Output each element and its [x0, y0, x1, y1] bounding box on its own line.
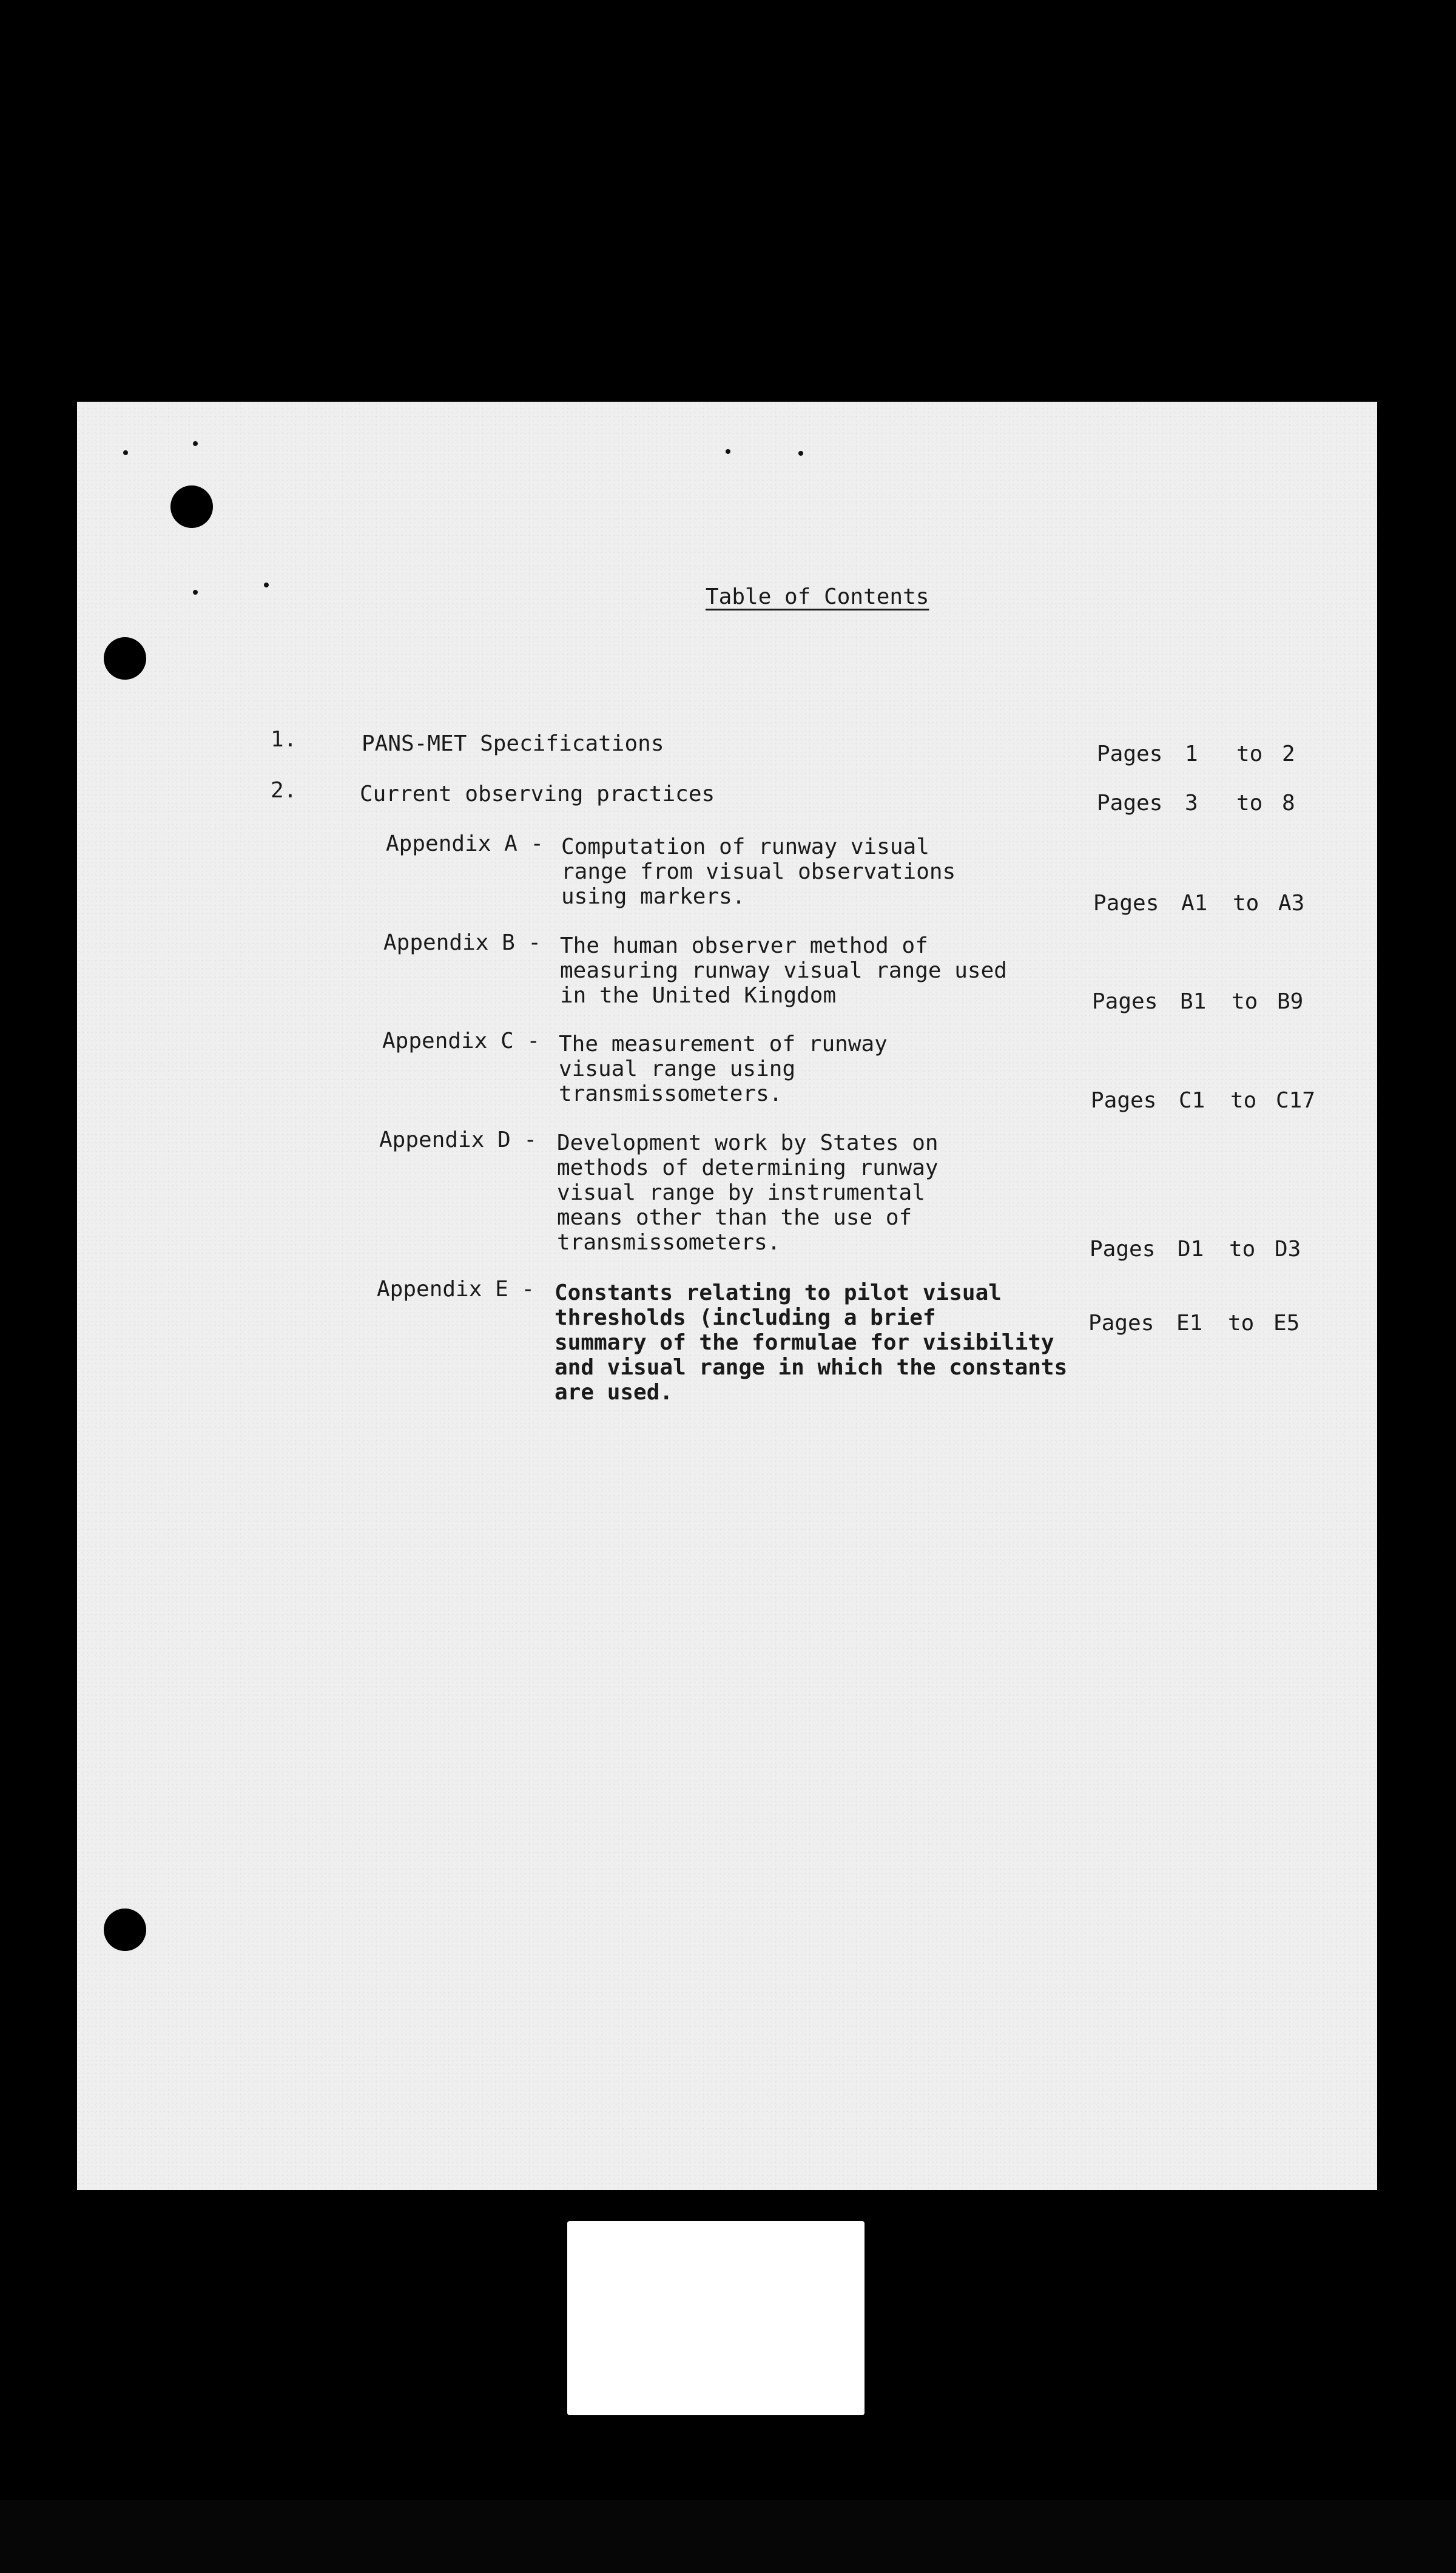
punch-hole-top [170, 485, 213, 528]
page-range [1093, 891, 1304, 916]
page-from: D1 [1178, 1237, 1204, 1262]
pages-label: Pages [1092, 989, 1158, 1014]
page-to: C17 [1276, 1088, 1316, 1113]
pages-label: Pages [1093, 891, 1159, 916]
appendix-label: Appendix A - [386, 831, 544, 856]
page-from: B1 [1180, 989, 1207, 1014]
appendix-description: Development work by States on methods of determining runway visual range by instrumental means other than the use of transmissometers. [557, 1131, 939, 1255]
page-from: 3 [1185, 791, 1198, 816]
appendix-label: Appendix C - [382, 1029, 541, 1053]
page-range [1090, 1237, 1301, 1262]
ink-speck [798, 451, 803, 456]
punch-hole-bottom [104, 1909, 146, 1951]
page-title: Table of Contents [706, 584, 929, 609]
page-from: 1 [1185, 742, 1198, 766]
appendix-description: Constants relating to pilot visual thresholds (including a brief summary of the formulae for visibility and visual range in which the constants are used. [554, 1280, 1068, 1405]
page-from: A1 [1181, 891, 1208, 916]
ink-speck [193, 590, 198, 595]
to-label: to [1232, 989, 1258, 1014]
pages-label: Pages [1088, 1311, 1154, 1336]
pages-label: Pages [1097, 742, 1163, 766]
to-label: to [1230, 1088, 1257, 1113]
appendix-label: Appendix B - [383, 930, 542, 955]
page-to: A3 [1278, 891, 1305, 916]
ink-speck [264, 583, 269, 587]
punch-hole-middle [104, 637, 146, 680]
ink-speck [123, 450, 128, 455]
to-label: to [1229, 1237, 1256, 1262]
section-title: PANS-MET Specifications [362, 731, 664, 756]
pages-label: Pages [1090, 1237, 1156, 1262]
page-range [1097, 742, 1295, 766]
pages-label: Pages [1097, 791, 1163, 816]
page-from: E1 [1176, 1311, 1203, 1336]
blank-label-card [567, 2221, 864, 2415]
page-to: 8 [1282, 791, 1295, 816]
section-number: 1. [271, 727, 297, 752]
page-to: E5 [1273, 1311, 1300, 1336]
to-label: to [1228, 1311, 1255, 1336]
page-range [1092, 989, 1303, 1014]
page-range [1088, 1311, 1299, 1336]
page-to: 2 [1282, 742, 1295, 766]
page-range [1091, 1088, 1315, 1113]
to-label: to [1236, 791, 1263, 816]
to-label: to [1236, 742, 1263, 766]
appendix-description: The human observer method of measuring runway visual range used in the United Kingdom [560, 933, 1007, 1008]
page-range [1097, 791, 1295, 816]
ink-speck [193, 441, 198, 446]
section-title: Current observing practices [360, 782, 715, 806]
film-edge [0, 2500, 1456, 2573]
appendix-label: Appendix E - [377, 1277, 535, 1302]
page-from: C1 [1179, 1088, 1205, 1113]
appendix-label: Appendix D - [379, 1128, 538, 1152]
section-number: 2. [271, 778, 297, 803]
appendix-description: The measurement of runway visual range using transmissometers. [559, 1032, 888, 1106]
appendix-description: Computation of runway visual range from visual observations using markers. [561, 834, 956, 909]
page-to: D3 [1275, 1237, 1301, 1262]
page-to: B9 [1277, 989, 1304, 1014]
ink-speck [726, 449, 730, 454]
to-label: to [1233, 891, 1259, 916]
pages-label: Pages [1091, 1088, 1157, 1113]
